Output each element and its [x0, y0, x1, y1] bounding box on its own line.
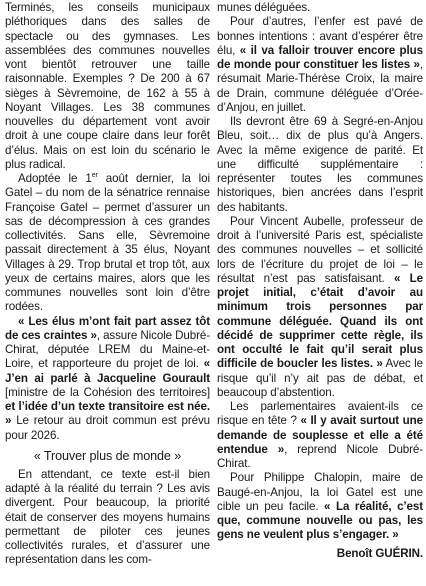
right-column: [217, 1, 423, 561]
quote: « J’en ai parlé à Jacqueline Gourault: [5, 357, 210, 385]
quote: « La réalité, c’est que, commune nouvelle ou pas, les gens ne veulent plus s’engager. »: [217, 499, 424, 542]
paragraph: Pour Vincent Aubelle, professeur de droit à l’université Paris est, spécialiste des communes nouvelles – et sollicité lors de l’écriture du projet de loi – le résultat n’est pas satisfaisant. « Le projet initial, c’était d’avoir au minimum trois personnes par commune déléguée. Quand ils ont décidé de supprimer cette règle, ils ont occulté le fait qu’il serait plus difficile de boucler les listes. » Avec le risque qu’il n’y ait pas de débat, et beaucoup d’abstention.: [217, 214, 423, 399]
paragraph: Pour d’autres, l’enfer est pavé de bonnes intentions : avant d’espérer être élu, « il va falloir trouver encore plus de monde pour constituer les listes », résumait Marie-Thérèse Croix, la maire de Drain, commune déléguée d’Orée-d’Anjou, en juillet.: [217, 15, 423, 114]
paragraph: « Les élus m’ont fait part assez tôt de ces craintes », assure Nicole Dubré-Chirat, députée LREM du Maine-et-Loire, et rapporteure du projet de loi. « J’en ai parlé à Jacqueline Gourault [ministre de la Cohésion des territoires] et l’idée d’un texte transitoire est née. » Le retour au droit commun est prévu pour 2026.: [5, 314, 210, 442]
quote: « Le projet initial, c’était d’avoir au minimum trois personnes par commune déléguée. Quand ils ont décidé de supprimer cette règle, ils ont occulté le fait qu’il serait plus difficile de boucler les listes. »: [217, 271, 423, 371]
quote: et l’idée d’un texte transitoire est née. »: [5, 400, 210, 428]
subheading: « Trouver plus de monde »: [33, 448, 182, 463]
paragraph: Ils devront être 69 à Segré-en-Anjou Bleu, soit… dix de plus qu’à Angers. Avec la même exigence de parité. Et une difficulté supplémentaire : représenter toutes les communes historiques, bien ancrées dans l’esprit des habitants.: [217, 115, 423, 214]
paragraph: En attendant, ce texte est-il bien adapté à la réalité du terrain ? Les avis divergent. Pour beaucoup, la priorité était de conserver des moyens humains permettant de piloter ces jeunes collectivités rurales, et d’assurer une représentation dans les com-: [5, 467, 210, 567]
paragraph: Pour Philippe Chalopin, maire de Baugé-en-Anjou, la loi Gatel est une cible un peu facile. « La réalité, c’est que, commune nouvelle ou pas, les gens ne veulent plus s’engager. »: [217, 471, 424, 542]
paragraph: Les parlementaires avaient-ils ce risque en tête ? « Il y avait surtout une demande de souplesse et elle a été entendue », reprend Nicole Dubré-Chirat.: [217, 400, 424, 470]
paragraph: munes déléguées.: [217, 1, 311, 14]
paragraph: Adoptée le 1er août dernier, la loi Gatel – du nom de la sénatrice rennaise Françoise Gatel – permet d’assurer un sas de décompression à ces grandes collectivités. Sans elle, Sèvremoine passait directement à 35 élus, Noyant Villages à 29. Trop brutal et trop tôt, aux yeux de certains maires, alors que les communes nouvelles sont loin d’être rodées.: [5, 172, 210, 314]
quote: « Il y avait surtout une demande de souplesse et elle a été entendue »: [217, 414, 423, 456]
author-signature: Benoît GUÉRIN.: [336, 546, 423, 560]
left-column: [5, 1, 210, 568]
paragraph: Terminés, les conseils municipaux pléthoriques dans des salles de spectacle ou des gymnases. Les assemblées des communes nouvelles vont bientôt retrouver une taille raisonnable. Exemples ? De 200 à 67 sièges à Sèvremoine, de 162 à 55 à Noyant Villages. Les 38 communes nouvelles du département vont avoir droit à une coupe claire dans leur forêt d’élus. Mais on est loin du scénario le plus radical.: [5, 1, 210, 171]
quote: « il va falloir trouver encore plus de monde pour constituer les listes »: [217, 43, 423, 71]
quote: « Les élus m’ont fait part assez tôt de ces craintes »: [5, 314, 210, 342]
